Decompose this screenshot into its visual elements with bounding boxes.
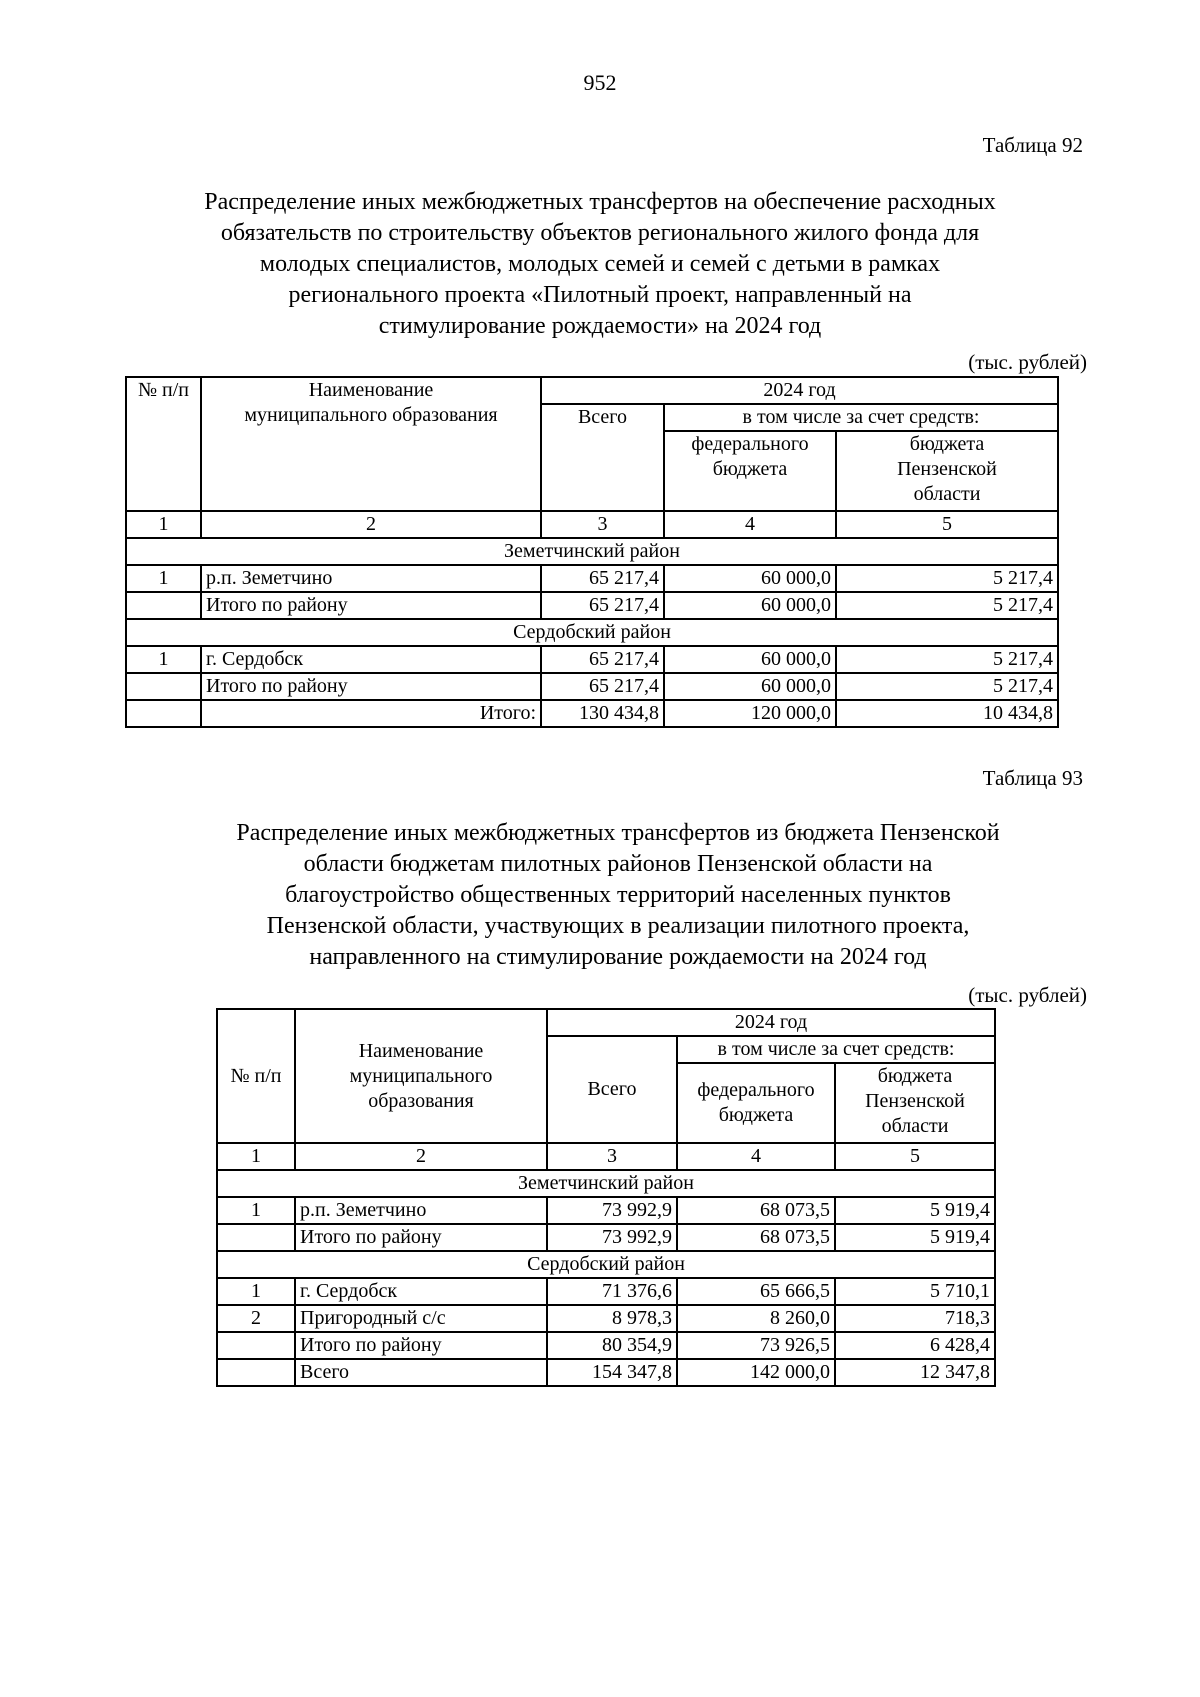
cell-federal: 60 000,0 <box>664 592 836 619</box>
header-name-line: муниципального <box>349 1064 493 1087</box>
cell-name: г. Сердобск <box>201 646 541 673</box>
cell-total: 73 992,9 <box>547 1224 677 1251</box>
cell-total: 65 217,4 <box>541 592 664 619</box>
district-name: Земетчинский район <box>217 1170 995 1197</box>
table-row <box>126 565 1058 592</box>
district-name: Сердобский район <box>217 1251 995 1278</box>
cell-regional: 5 217,4 <box>836 646 1058 673</box>
title-line: Распределение иных межбюджетных трансфертов на обеспечение расходных <box>204 189 996 215</box>
column-number: 2 <box>295 1143 547 1170</box>
header-federal-line: федерального <box>691 433 809 455</box>
header-row <box>217 1009 995 1036</box>
header-regional <box>836 431 1058 511</box>
cell-name: г. Сердобск <box>295 1278 547 1305</box>
title-line: Распределение иных межбюджетных трансфертов из бюджета Пензенской <box>236 820 1000 846</box>
header-federal <box>664 431 836 511</box>
grand-total-row <box>217 1359 995 1386</box>
table-93-units: (тыс. рублей) <box>968 983 1087 1007</box>
header-total: Всего <box>541 404 664 511</box>
header-regional-line: бюджета <box>877 1065 953 1087</box>
title-line: стимулирование рождаемости» на 2024 год <box>378 313 822 339</box>
district-name: Земетчинский район <box>126 538 1058 565</box>
header-federal-line: бюджета <box>712 458 788 480</box>
cell-regional: 6 428,4 <box>835 1332 995 1359</box>
cell-name: р.п. Земетчино <box>201 565 541 592</box>
cell-federal: 65 666,5 <box>677 1278 835 1305</box>
cell-total: 8 978,3 <box>547 1305 677 1332</box>
column-number: 2 <box>201 511 541 538</box>
table-92-units: (тыс. рублей) <box>968 350 1087 374</box>
cell-federal: 68 073,5 <box>677 1224 835 1251</box>
cell-num: 2 <box>217 1305 295 1332</box>
header-regional-line: Пензенской <box>865 1090 965 1112</box>
cell-regional: 5 710,1 <box>835 1278 995 1305</box>
header-num: № п/п <box>126 377 201 511</box>
cell-federal: 73 926,5 <box>677 1332 835 1359</box>
cell-name: Итого по району <box>295 1224 547 1251</box>
cell-regional: 5 919,4 <box>835 1197 995 1224</box>
cell-num: 1 <box>126 565 201 592</box>
header-federal-line: бюджета <box>718 1104 794 1126</box>
column-number: 4 <box>664 511 836 538</box>
header-federal-line: федерального <box>697 1079 815 1101</box>
cell-regional: 5 217,4 <box>836 673 1058 700</box>
header-row <box>126 377 1058 404</box>
grand-total-label: Всего <box>295 1359 547 1386</box>
header-year: 2024 год <box>541 377 1058 404</box>
cell-name: Итого по району <box>201 673 541 700</box>
table-93-title <box>18 818 1200 973</box>
column-number: 4 <box>677 1143 835 1170</box>
cell-total: 80 354,9 <box>547 1332 677 1359</box>
column-numbers-row <box>126 511 1058 538</box>
title-line: Пензенской области, участвующих в реализации пилотного проекта, <box>266 913 970 939</box>
header-name-line: Наименование <box>308 379 434 401</box>
cell-federal: 68 073,5 <box>677 1197 835 1224</box>
column-number: 1 <box>217 1143 295 1170</box>
title-line: области бюджетам пилотных районов Пензенской области на <box>303 851 933 877</box>
header-regional-line: бюджета <box>909 433 985 455</box>
title-line: благоустройство общественных территорий населенных пунктов <box>285 882 951 908</box>
cell-num <box>217 1332 295 1359</box>
cell-name: Итого по району <box>295 1332 547 1359</box>
page-number: 952 <box>583 70 617 95</box>
grand-total-label: Итого: <box>201 700 541 727</box>
cell-num <box>217 1224 295 1251</box>
column-number: 1 <box>126 511 201 538</box>
cell-regional: 5 217,4 <box>836 592 1058 619</box>
header-name-line: образования <box>368 1089 474 1112</box>
cell-federal: 60 000,0 <box>664 673 836 700</box>
cell-num <box>126 592 201 619</box>
table-row <box>217 1197 995 1224</box>
header-total: Всего <box>547 1036 677 1143</box>
district-row <box>217 1170 995 1197</box>
title-line: обязательств по строительству объектов регионального жилого фонда для <box>220 220 980 246</box>
cell-num <box>126 700 201 727</box>
table-92-label: Таблица 92 <box>982 133 1083 157</box>
header-regional-line: области <box>881 1115 949 1137</box>
cell-num <box>126 673 201 700</box>
header-regional-line: области <box>913 483 981 505</box>
cell-federal: 8 260,0 <box>677 1305 835 1332</box>
table-92-title <box>0 187 1200 342</box>
district-row <box>126 538 1058 565</box>
grand-total-total: 154 347,8 <box>547 1359 677 1386</box>
cell-total: 65 217,4 <box>541 565 664 592</box>
header-federal <box>677 1063 835 1143</box>
header-regional-line: Пензенской <box>897 458 997 480</box>
header-year: 2024 год <box>547 1009 995 1036</box>
cell-regional: 718,3 <box>835 1305 995 1332</box>
cell-name: Пригородный с/с <box>295 1305 547 1332</box>
table-row <box>126 646 1058 673</box>
district-row <box>126 619 1058 646</box>
cell-total: 73 992,9 <box>547 1197 677 1224</box>
header-name <box>295 1009 547 1143</box>
header-name-line: муниципального образования <box>244 404 498 426</box>
grand-total-regional: 12 347,8 <box>835 1359 995 1386</box>
table-row <box>126 592 1058 619</box>
cell-total: 65 217,4 <box>541 673 664 700</box>
district-row <box>217 1251 995 1278</box>
cell-num: 1 <box>217 1278 295 1305</box>
cell-num <box>217 1359 295 1386</box>
district-name: Сердобский район <box>126 619 1058 646</box>
title-line: регионального проекта «Пилотный проект, направленный на <box>288 282 912 308</box>
header-including: в том числе за счет средств: <box>677 1036 995 1063</box>
grand-total-regional: 10 434,8 <box>836 700 1058 727</box>
table-row <box>217 1305 995 1332</box>
column-number: 3 <box>541 511 664 538</box>
table-92 <box>125 376 1059 728</box>
cell-federal: 60 000,0 <box>664 565 836 592</box>
table-row <box>217 1278 995 1305</box>
header-num: № п/п <box>217 1009 295 1143</box>
column-number: 3 <box>547 1143 677 1170</box>
grand-total-row <box>126 700 1058 727</box>
header-including: в том числе за счет средств: <box>664 404 1058 431</box>
cell-name: р.п. Земетчино <box>295 1197 547 1224</box>
table-row <box>217 1224 995 1251</box>
cell-total: 65 217,4 <box>541 646 664 673</box>
grand-total-total: 130 434,8 <box>541 700 664 727</box>
grand-total-federal: 120 000,0 <box>664 700 836 727</box>
cell-name: Итого по району <box>201 592 541 619</box>
header-name <box>201 377 541 511</box>
column-numbers-row <box>217 1143 995 1170</box>
cell-num: 1 <box>217 1197 295 1224</box>
cell-num: 1 <box>126 646 201 673</box>
cell-federal: 60 000,0 <box>664 646 836 673</box>
column-number: 5 <box>835 1143 995 1170</box>
title-line: молодых специалистов, молодых семей и семей с детьми в рамках <box>259 251 941 277</box>
header-name-line: Наименование <box>358 1039 484 1062</box>
title-line: направленного на стимулирование рождаемости на 2024 год <box>309 944 927 970</box>
table-row <box>126 673 1058 700</box>
table-93 <box>216 1008 996 1387</box>
table-row <box>217 1332 995 1359</box>
header-regional <box>835 1063 995 1143</box>
cell-total: 71 376,6 <box>547 1278 677 1305</box>
grand-total-federal: 142 000,0 <box>677 1359 835 1386</box>
column-number: 5 <box>836 511 1058 538</box>
cell-regional: 5 919,4 <box>835 1224 995 1251</box>
cell-regional: 5 217,4 <box>836 565 1058 592</box>
table-93-label: Таблица 93 <box>982 766 1083 790</box>
